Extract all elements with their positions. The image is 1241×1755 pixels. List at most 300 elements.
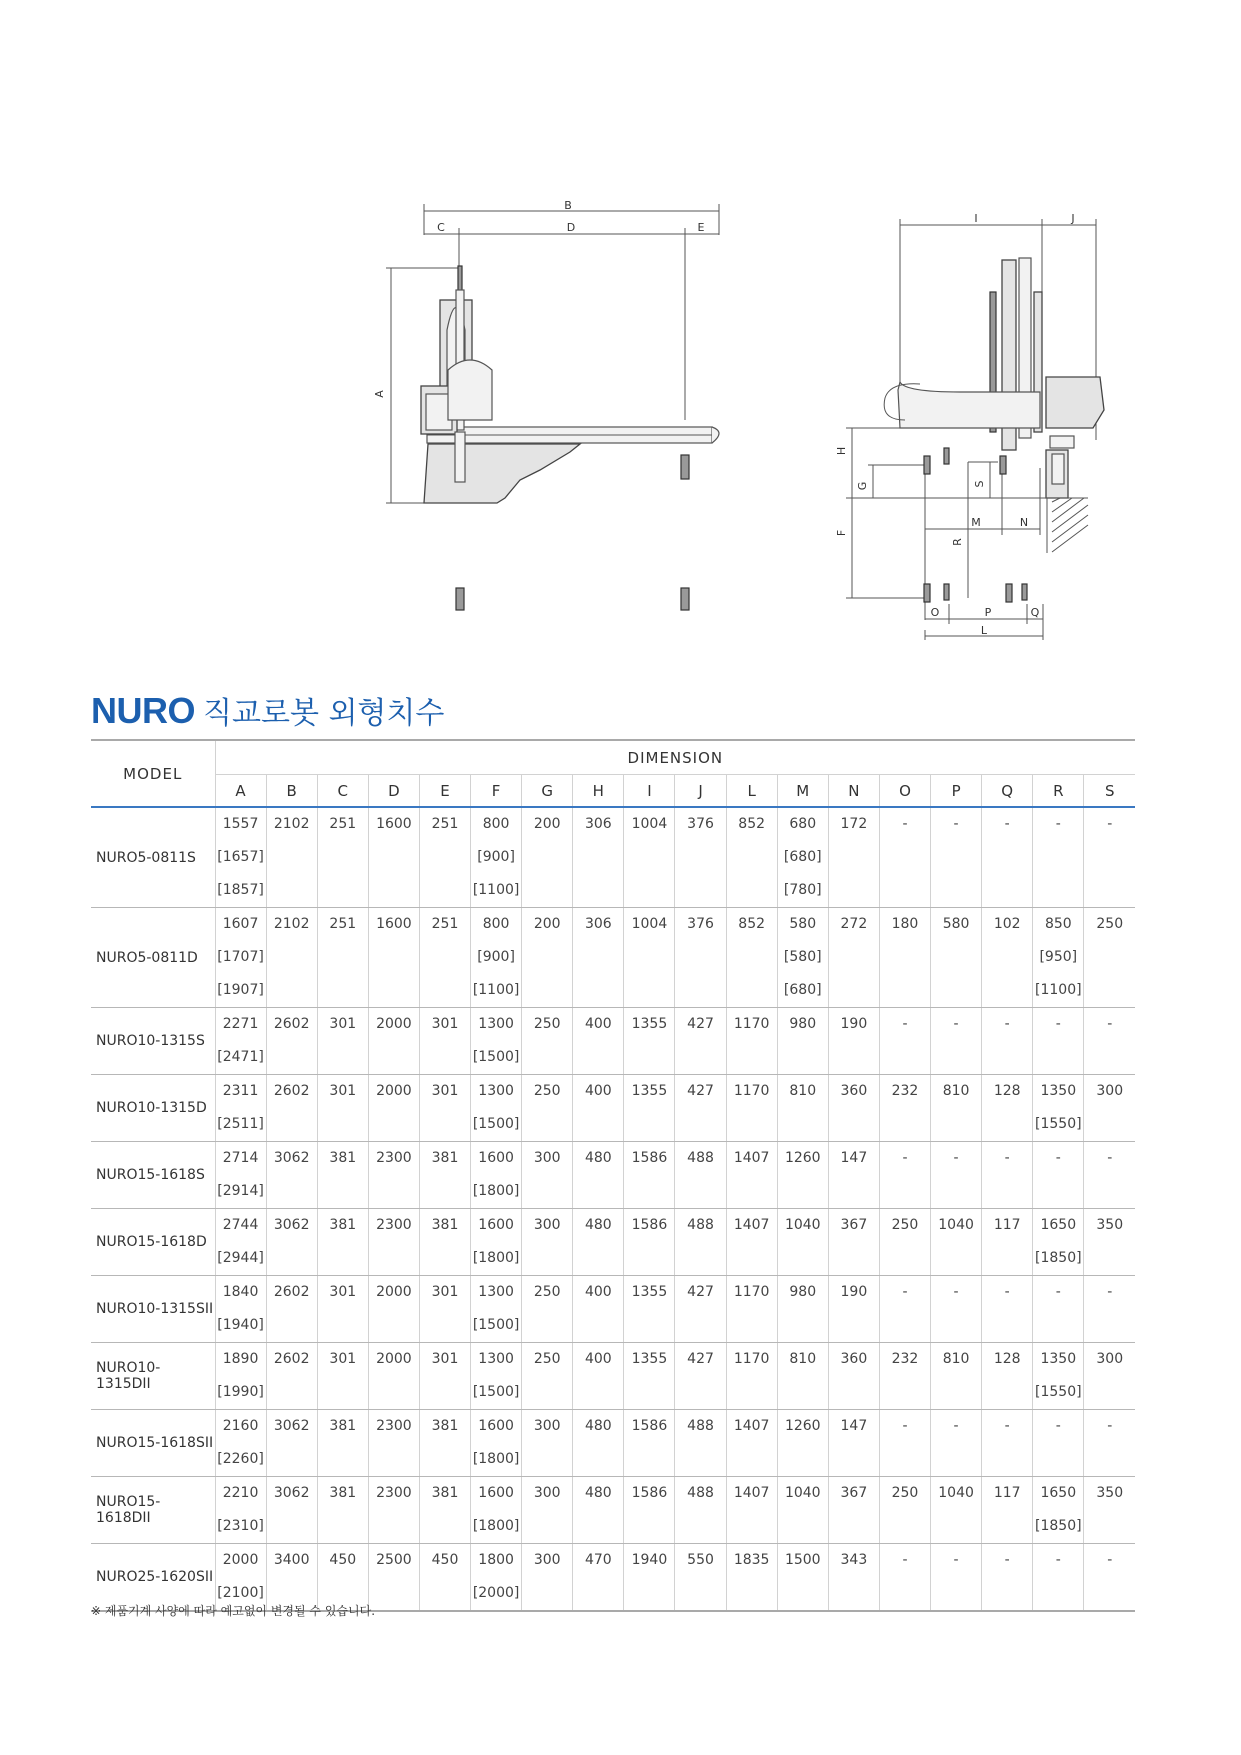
dimension-cell xyxy=(419,1276,470,1343)
cell-value: 300 xyxy=(533,1217,561,1233)
cell-value: 343 xyxy=(840,1552,868,1568)
cell-value: 2000 xyxy=(376,1083,412,1099)
cell-value: 301 xyxy=(329,1016,357,1032)
dimension-cell xyxy=(317,1477,368,1544)
cell-value: 1600 xyxy=(376,816,412,832)
cell-value: 1355 xyxy=(631,1016,668,1032)
cell-value: - xyxy=(1055,816,1061,832)
dimension-cell xyxy=(828,1008,879,1075)
dimension-cell xyxy=(471,908,522,1008)
dimension-cell xyxy=(675,1343,726,1410)
cell-value: [2944] xyxy=(217,1250,264,1266)
cell-value: 852 xyxy=(738,816,766,832)
cell-value: 147 xyxy=(840,1150,868,1166)
dimension-cell xyxy=(215,1276,266,1343)
cell-value: 251 xyxy=(431,916,459,932)
cell-value: [900] xyxy=(477,849,515,865)
dimension-cell xyxy=(624,1544,675,1612)
dimension-cell xyxy=(419,1410,470,1477)
dimension-cell xyxy=(1033,1209,1084,1276)
dimension-cell xyxy=(471,1075,522,1142)
label-Q: Q xyxy=(1030,606,1040,619)
dimension-cell xyxy=(879,1142,930,1209)
cell-value: 1940 xyxy=(631,1552,668,1568)
label-M: M xyxy=(971,516,981,529)
cell-value: 180 xyxy=(891,916,919,932)
cell-value: - xyxy=(902,816,908,832)
dimension-cell xyxy=(726,807,777,908)
cell-value: - xyxy=(1055,1418,1061,1434)
cell-value: 2602 xyxy=(273,1284,310,1300)
cell-value: - xyxy=(902,1016,908,1032)
column-header-g: G xyxy=(522,775,573,808)
cell-value: 367 xyxy=(840,1217,868,1233)
dimension-cell xyxy=(879,1544,930,1612)
dimension-cell xyxy=(471,1477,522,1544)
column-header-i: I xyxy=(624,775,675,808)
column-header-n: N xyxy=(828,775,879,808)
cell-value: 1170 xyxy=(733,1083,770,1099)
cell-value: - xyxy=(1004,1150,1010,1166)
cell-value: 250 xyxy=(533,1016,561,1032)
cell-value: 800 xyxy=(482,916,510,932)
cell-value: 1650 xyxy=(1040,1217,1077,1233)
cell-value: - xyxy=(1107,1016,1113,1032)
table-row xyxy=(91,1209,1135,1276)
cell-value: 250 xyxy=(891,1485,919,1501)
cell-value: 400 xyxy=(584,1284,612,1300)
cell-value: [2100] xyxy=(217,1585,264,1601)
cell-value: - xyxy=(1004,1552,1010,1568)
model-cell: NURO10-1315DII xyxy=(91,1343,215,1410)
cell-value: 306 xyxy=(584,916,612,932)
cell-value: 852 xyxy=(738,916,766,932)
cell-value: 1300 xyxy=(478,1284,514,1300)
cell-value: - xyxy=(1107,1150,1113,1166)
dimension-cell xyxy=(522,1477,573,1544)
page-title xyxy=(91,688,444,732)
cell-value: 427 xyxy=(687,1351,714,1367)
dimension-cell xyxy=(522,1544,573,1612)
cell-value: 1260 xyxy=(784,1418,821,1434)
label-H: H xyxy=(835,446,848,456)
dimension-cell xyxy=(828,1209,879,1276)
cell-value: 1586 xyxy=(631,1418,668,1434)
dimension-cell xyxy=(471,1343,522,1410)
dimension-cell xyxy=(419,908,470,1008)
cell-value: 450 xyxy=(329,1552,357,1568)
cell-value: 1407 xyxy=(733,1217,770,1233)
cell-value: - xyxy=(1107,816,1113,832)
cell-value: 2000 xyxy=(222,1552,259,1568)
column-header-c: C xyxy=(317,775,368,808)
dimension-cell xyxy=(1084,1142,1135,1209)
cell-value: [900] xyxy=(477,949,515,965)
cell-value: [1940] xyxy=(217,1317,264,1333)
cell-value: [2511] xyxy=(217,1116,264,1132)
cell-value: 480 xyxy=(584,1418,612,1434)
cell-value: 381 xyxy=(329,1485,357,1501)
dimension-cell xyxy=(879,1343,930,1410)
dimension-cell xyxy=(471,807,522,908)
dimension-cell xyxy=(777,807,828,908)
dimension-cell xyxy=(317,807,368,908)
cell-value: 1500 xyxy=(784,1552,821,1568)
column-header-l: L xyxy=(726,775,777,808)
cell-value: - xyxy=(953,1552,959,1568)
cell-value: 400 xyxy=(584,1351,612,1367)
dimension-cell xyxy=(317,1276,368,1343)
dimension-cell xyxy=(726,1410,777,1477)
dimension-cell xyxy=(879,1075,930,1142)
table-row xyxy=(91,908,1135,1008)
cell-value: 190 xyxy=(840,1284,868,1300)
cell-value: 2210 xyxy=(222,1485,259,1501)
cell-value: 2300 xyxy=(376,1418,412,1434)
dimension-cell xyxy=(777,1008,828,1075)
dimension-cell xyxy=(777,1142,828,1209)
dimension-cell xyxy=(726,1544,777,1612)
dimension-cell xyxy=(522,908,573,1008)
cell-value: - xyxy=(953,1016,959,1032)
dimension-cell xyxy=(777,1075,828,1142)
cell-value: 1600 xyxy=(478,1150,514,1166)
column-header-a: A xyxy=(215,775,266,808)
cell-value: 488 xyxy=(687,1150,714,1166)
cell-value: 250 xyxy=(891,1217,919,1233)
cell-value: 3062 xyxy=(273,1150,310,1166)
cell-value: 800 xyxy=(482,816,510,832)
dimension-cell xyxy=(828,1410,879,1477)
dimension-cell xyxy=(419,1142,470,1209)
dimension-cell xyxy=(624,1276,675,1343)
cell-value: 3062 xyxy=(273,1485,310,1501)
cell-value: 1600 xyxy=(478,1485,514,1501)
cell-value: [780] xyxy=(783,882,822,898)
table-row xyxy=(91,807,1135,908)
dimension-cell xyxy=(1033,1008,1084,1075)
cell-value: [2260] xyxy=(217,1451,264,1467)
dimension-cell xyxy=(368,1343,419,1410)
dimension-cell xyxy=(471,1209,522,1276)
cell-value: 1607 xyxy=(222,916,259,932)
model-cell: NURO15-1618D xyxy=(91,1209,215,1276)
cell-value: 480 xyxy=(584,1217,612,1233)
cell-value: 1800 xyxy=(478,1552,514,1568)
cell-value: 2311 xyxy=(222,1083,259,1099)
dimension-cell xyxy=(777,1276,828,1343)
cell-value: 2000 xyxy=(376,1351,412,1367)
cell-value: [1550] xyxy=(1035,1116,1082,1132)
cell-value: - xyxy=(902,1284,908,1300)
dimension-cell xyxy=(317,908,368,1008)
cell-value: [1707] xyxy=(217,949,264,965)
cell-value: [1857] xyxy=(217,882,264,898)
cell-value: 381 xyxy=(329,1418,357,1434)
label-O: O xyxy=(930,606,940,619)
dimension-cell xyxy=(624,908,675,1008)
dimension-cell xyxy=(368,807,419,908)
dimension-cell xyxy=(215,1544,266,1612)
dimension-table xyxy=(91,739,1135,1612)
cell-value: [1850] xyxy=(1035,1250,1082,1266)
cell-value: 850 xyxy=(1044,916,1072,932)
column-header-b: B xyxy=(266,775,317,808)
dimension-cell xyxy=(879,1209,930,1276)
cell-value: 1600 xyxy=(376,916,412,932)
cell-value: 580 xyxy=(942,916,970,932)
dimension-cell xyxy=(828,908,879,1008)
dimension-cell xyxy=(931,807,982,908)
cell-value: 147 xyxy=(840,1418,868,1434)
cell-value: 300 xyxy=(533,1485,561,1501)
label-C: C xyxy=(437,221,445,234)
cell-value: 1407 xyxy=(733,1485,770,1501)
dimension-cell xyxy=(982,1142,1033,1209)
cell-value: [1850] xyxy=(1035,1518,1082,1534)
dimension-cell xyxy=(1084,908,1135,1008)
label-R: R xyxy=(951,538,964,546)
cell-value: 1300 xyxy=(478,1016,514,1032)
dimension-cell xyxy=(777,1343,828,1410)
cell-value: - xyxy=(1004,1418,1010,1434)
cell-value: [2914] xyxy=(217,1183,264,1199)
cell-value: 381 xyxy=(431,1485,459,1501)
dimension-cell xyxy=(828,1276,879,1343)
dimension-cell xyxy=(879,1008,930,1075)
cell-value: - xyxy=(902,1150,908,1166)
dimension-cell xyxy=(726,1209,777,1276)
cell-value: 250 xyxy=(1096,916,1124,932)
cell-value: 480 xyxy=(584,1485,612,1501)
dimension-cell xyxy=(215,908,266,1008)
cell-value: 400 xyxy=(584,1016,612,1032)
cell-value: 381 xyxy=(431,1217,459,1233)
cell-value: - xyxy=(1004,1284,1010,1300)
cell-value: 2602 xyxy=(273,1083,310,1099)
dimension-cell xyxy=(931,1410,982,1477)
label-F: F xyxy=(835,529,848,537)
dimension-cell xyxy=(726,1276,777,1343)
cell-value: 300 xyxy=(1096,1351,1124,1367)
dimension-cell xyxy=(931,1343,982,1410)
cell-value: 1355 xyxy=(631,1083,668,1099)
dimension-cell xyxy=(982,908,1033,1008)
dimension-cell xyxy=(368,1142,419,1209)
dimension-cell xyxy=(266,1276,317,1343)
label-E: E xyxy=(697,221,705,234)
dimension-cell xyxy=(1033,1276,1084,1343)
table-row xyxy=(91,1343,1135,1410)
dimension-cell xyxy=(1084,1008,1135,1075)
label-N: N xyxy=(1019,516,1029,529)
dimension-cell xyxy=(266,1477,317,1544)
cell-value: - xyxy=(1107,1418,1113,1434)
dimension-cell xyxy=(1033,807,1084,908)
dimension-cell xyxy=(675,1477,726,1544)
cell-value: 980 xyxy=(789,1016,817,1032)
column-header-q: Q xyxy=(982,775,1033,808)
cell-value: 680 xyxy=(789,816,817,832)
cell-value: 381 xyxy=(329,1217,357,1233)
cell-value: 1300 xyxy=(478,1351,514,1367)
dimension-cell xyxy=(317,1008,368,1075)
cell-value: 2271 xyxy=(222,1016,259,1032)
dimension-cell xyxy=(982,1209,1033,1276)
dimension-cell xyxy=(471,1544,522,1612)
dimension-cell xyxy=(931,1008,982,1075)
cell-value: 810 xyxy=(942,1351,970,1367)
cell-value: 381 xyxy=(431,1150,459,1166)
cell-value: - xyxy=(953,816,959,832)
dimension-cell xyxy=(675,1410,726,1477)
cell-value: 117 xyxy=(993,1217,1021,1233)
cell-value: 3400 xyxy=(273,1552,310,1568)
dimension-cell xyxy=(522,1343,573,1410)
dimension-cell xyxy=(828,1142,879,1209)
cell-value: - xyxy=(1004,1016,1010,1032)
dimension-cell xyxy=(675,807,726,908)
side-view-drawing xyxy=(835,212,1104,640)
table-row xyxy=(91,1142,1135,1209)
dimension-cell xyxy=(317,1410,368,1477)
cell-value: 1355 xyxy=(631,1284,668,1300)
dimension-cell xyxy=(522,1008,573,1075)
dimension-cell xyxy=(522,1276,573,1343)
dimension-cell xyxy=(317,1142,368,1209)
cell-value: 232 xyxy=(891,1083,919,1099)
cell-value: 301 xyxy=(329,1284,357,1300)
dimension-cell xyxy=(1084,1075,1135,1142)
dimension-cell xyxy=(726,1343,777,1410)
dimension-cell xyxy=(675,908,726,1008)
cell-value: [950] xyxy=(1039,949,1078,965)
cell-value: 2102 xyxy=(273,916,310,932)
cell-value: - xyxy=(1107,1552,1113,1568)
cell-value: 1004 xyxy=(631,816,668,832)
cell-value: 1040 xyxy=(938,1217,974,1233)
cell-value: 301 xyxy=(431,1351,459,1367)
dimension-cell xyxy=(573,1477,624,1544)
dimension-cell xyxy=(726,1075,777,1142)
cell-value: - xyxy=(953,1150,959,1166)
label-I: I xyxy=(974,212,978,225)
dimension-cell xyxy=(317,1343,368,1410)
dimension-cell xyxy=(368,908,419,1008)
cell-value: 306 xyxy=(584,816,612,832)
cell-value: [1800] xyxy=(472,1451,520,1467)
dimension-cell xyxy=(573,1075,624,1142)
cell-value: 381 xyxy=(329,1150,357,1166)
dimension-cell xyxy=(879,1276,930,1343)
dimension-cell xyxy=(573,1410,624,1477)
dimension-cell xyxy=(573,1544,624,1612)
dimension-cell xyxy=(317,1209,368,1276)
dimension-cell xyxy=(573,1343,624,1410)
model-cell: NURO10-1315S xyxy=(91,1008,215,1075)
cell-value: [1100] xyxy=(472,882,520,898)
cell-value: [1100] xyxy=(1035,982,1082,998)
table-row xyxy=(91,1544,1135,1612)
label-B: B xyxy=(564,199,572,212)
dimension-cell xyxy=(1033,908,1084,1008)
dimension-cell xyxy=(777,1477,828,1544)
cell-value: 376 xyxy=(687,916,714,932)
cell-value: [1550] xyxy=(1035,1384,1082,1400)
dimension-cell xyxy=(1033,1142,1084,1209)
cell-value: 117 xyxy=(993,1485,1021,1501)
cell-value: 1407 xyxy=(733,1418,770,1434)
dimension-cell xyxy=(471,1276,522,1343)
cell-value: 427 xyxy=(687,1016,714,1032)
dimension-cell xyxy=(573,1008,624,1075)
cell-value: 2300 xyxy=(376,1217,412,1233)
cell-value: 1040 xyxy=(784,1217,821,1233)
model-cell: NURO15-1618S xyxy=(91,1142,215,1209)
dimension-cell xyxy=(726,908,777,1008)
cell-value: 810 xyxy=(789,1351,817,1367)
table-row xyxy=(91,1477,1135,1544)
dimension-cell xyxy=(368,1410,419,1477)
label-S: S xyxy=(973,480,986,488)
cell-value: 470 xyxy=(584,1552,612,1568)
dimension-cell xyxy=(522,1209,573,1276)
cell-value: 1586 xyxy=(631,1217,668,1233)
dimension-cell xyxy=(1084,1410,1135,1477)
cell-value: 1170 xyxy=(733,1284,770,1300)
cell-value: 3062 xyxy=(273,1217,310,1233)
cell-value: 1260 xyxy=(784,1150,821,1166)
dimension-drawings xyxy=(0,0,1241,670)
table-row xyxy=(91,1410,1135,1477)
cell-value: 1600 xyxy=(478,1217,514,1233)
cell-value: 301 xyxy=(431,1083,459,1099)
dimension-cell xyxy=(215,1477,266,1544)
dimension-cell xyxy=(368,1276,419,1343)
dimension-cell xyxy=(1084,1276,1135,1343)
cell-value: 190 xyxy=(840,1016,868,1032)
dimension-cell xyxy=(675,1544,726,1612)
cell-value: 1835 xyxy=(733,1552,770,1568)
dimension-cell xyxy=(982,807,1033,908)
dimension-cell xyxy=(931,1477,982,1544)
table-row xyxy=(91,1075,1135,1142)
dimension-cell xyxy=(777,1410,828,1477)
dimension-cell xyxy=(215,807,266,908)
dimension-cell xyxy=(828,807,879,908)
cell-value: [1800] xyxy=(472,1250,520,1266)
cell-value: 300 xyxy=(533,1552,561,1568)
cell-value: 2300 xyxy=(376,1485,412,1501)
cell-value: 360 xyxy=(840,1083,868,1099)
cell-value: 450 xyxy=(431,1552,459,1568)
dimension-cell xyxy=(215,1008,266,1075)
dimension-cell xyxy=(471,1410,522,1477)
dimension-cell xyxy=(573,807,624,908)
column-header-m: M xyxy=(777,775,828,808)
column-header-f: F xyxy=(471,775,522,808)
column-header-s: S xyxy=(1084,775,1135,808)
cell-value: 427 xyxy=(687,1083,714,1099)
dimension-cell xyxy=(879,1477,930,1544)
dimension-cell xyxy=(317,1075,368,1142)
cell-value: 488 xyxy=(687,1485,714,1501)
model-cell: NURO10-1315SII xyxy=(91,1276,215,1343)
brand-name: NURO xyxy=(91,690,195,731)
cell-value: 2602 xyxy=(273,1016,310,1032)
dimension-cell xyxy=(1033,1410,1084,1477)
cell-value: - xyxy=(1004,816,1010,832)
